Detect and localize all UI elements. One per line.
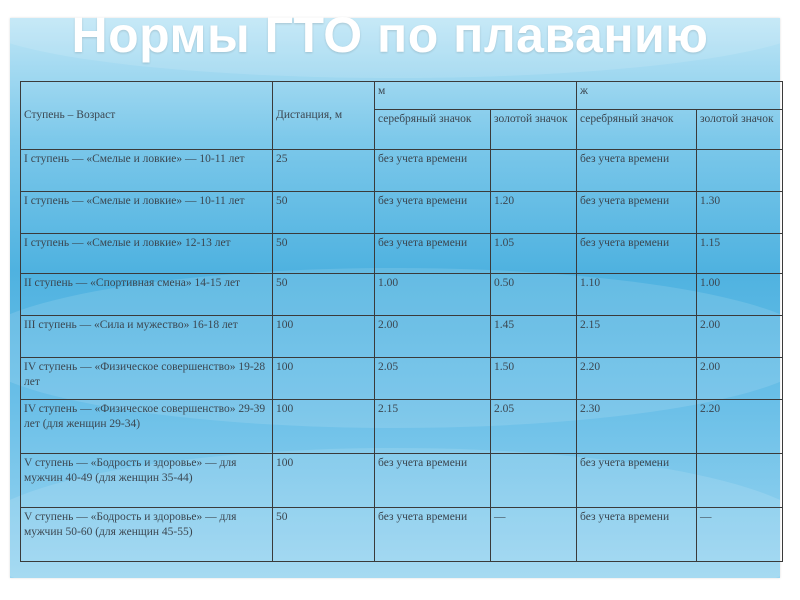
header-male: м [375, 82, 577, 110]
cell-m-gold [491, 150, 577, 192]
table-row [21, 508, 783, 562]
cell-stage: I ступень — «Смелые и ловкие» — 10-11 лет [21, 192, 273, 234]
cell-f-silver: 1.10 [577, 274, 697, 316]
cell-m-gold: 0.50 [491, 274, 577, 316]
cell-m-gold: 1.45 [491, 316, 577, 358]
cell-f-gold: 2.00 [697, 358, 783, 400]
cell-distance: 25 [273, 150, 375, 192]
cell-stage: V ступень — «Бодрость и здоровье» — для мужчин 40-49 (для женщин 35-44) [21, 454, 273, 508]
cell-f-silver: без учета времени [577, 454, 697, 508]
cell-m-silver: 1.00 [375, 274, 491, 316]
table-row [21, 234, 783, 274]
table-row [21, 150, 783, 192]
cell-distance: 50 [273, 234, 375, 274]
cell-distance: 100 [273, 400, 375, 454]
cell-f-gold: — [697, 508, 783, 562]
cell-m-silver: 2.05 [375, 358, 491, 400]
cell-distance: 100 [273, 316, 375, 358]
header-male-gold: золотой значок [491, 110, 577, 150]
cell-m-gold: 1.20 [491, 192, 577, 234]
cell-f-silver: без учета времени [577, 234, 697, 274]
table-row [21, 274, 783, 316]
cell-m-gold: 2.05 [491, 400, 577, 454]
cell-f-gold: 1.15 [697, 234, 783, 274]
cell-f-gold: 2.20 [697, 400, 783, 454]
cell-distance: 50 [273, 274, 375, 316]
cell-f-gold [697, 454, 783, 508]
cell-m-gold [491, 454, 577, 508]
cell-m-silver: без учета времени [375, 454, 491, 508]
cell-f-silver: 2.20 [577, 358, 697, 400]
cell-m-gold: 1.50 [491, 358, 577, 400]
table-row [21, 358, 783, 400]
cell-f-silver: 2.30 [577, 400, 697, 454]
cell-stage: III ступень — «Сила и мужество» 16-18 лет [21, 316, 273, 358]
cell-f-silver: без учета времени [577, 192, 697, 234]
header-stage: Ступень – Возраст [21, 82, 273, 150]
cell-f-silver: без учета времени [577, 150, 697, 192]
header-male-silver: серебряный значок [375, 110, 491, 150]
cell-distance: 100 [273, 454, 375, 508]
cell-distance: 50 [273, 508, 375, 562]
table-row [21, 400, 783, 454]
cell-stage: II ступень — «Спортивная смена» 14-15 лет [21, 274, 273, 316]
table-row [21, 454, 783, 508]
cell-m-gold: — [491, 508, 577, 562]
cell-f-gold: 1.00 [697, 274, 783, 316]
cell-m-silver: без учета времени [375, 508, 491, 562]
cell-f-silver: 2.15 [577, 316, 697, 358]
cell-m-silver: 2.00 [375, 316, 491, 358]
cell-distance: 50 [273, 192, 375, 234]
cell-distance: 100 [273, 358, 375, 400]
cell-m-silver: без учета времени [375, 234, 491, 274]
header-distance: Дистанция, м [273, 82, 375, 150]
cell-f-gold: 2.00 [697, 316, 783, 358]
header-female-silver: серебряный значок [577, 110, 697, 150]
cell-stage: IV ступень — «Физическое совершенство» 29-39 лет (для женщин 29-34) [21, 400, 273, 454]
cell-stage: I ступень — «Смелые и ловкие» — 10-11 лет [21, 150, 273, 192]
cell-stage: IV ступень — «Физическое совершенство» 19-28 лет [21, 358, 273, 400]
cell-m-silver: без учета времени [375, 150, 491, 192]
header-female: ж [577, 82, 783, 110]
cell-m-silver: без учета времени [375, 192, 491, 234]
cell-stage: V ступень — «Бодрость и здоровье» — для мужчин 50-60 (для женщин 45-55) [21, 508, 273, 562]
table-row [21, 316, 783, 358]
header-row-gender [21, 82, 783, 110]
header-female-gold: золотой значок [697, 110, 783, 150]
table-row [21, 192, 783, 234]
cell-f-gold [697, 150, 783, 192]
page-title: Нормы ГТО по плаванию [71, 7, 709, 63]
cell-m-gold: 1.05 [491, 234, 577, 274]
cell-f-gold: 1.30 [697, 192, 783, 234]
cell-m-silver: 2.15 [375, 400, 491, 454]
cell-stage: I ступень — «Смелые и ловкие» 12-13 лет [21, 234, 273, 274]
norms-table [20, 81, 783, 562]
cell-f-silver: без учета времени [577, 508, 697, 562]
